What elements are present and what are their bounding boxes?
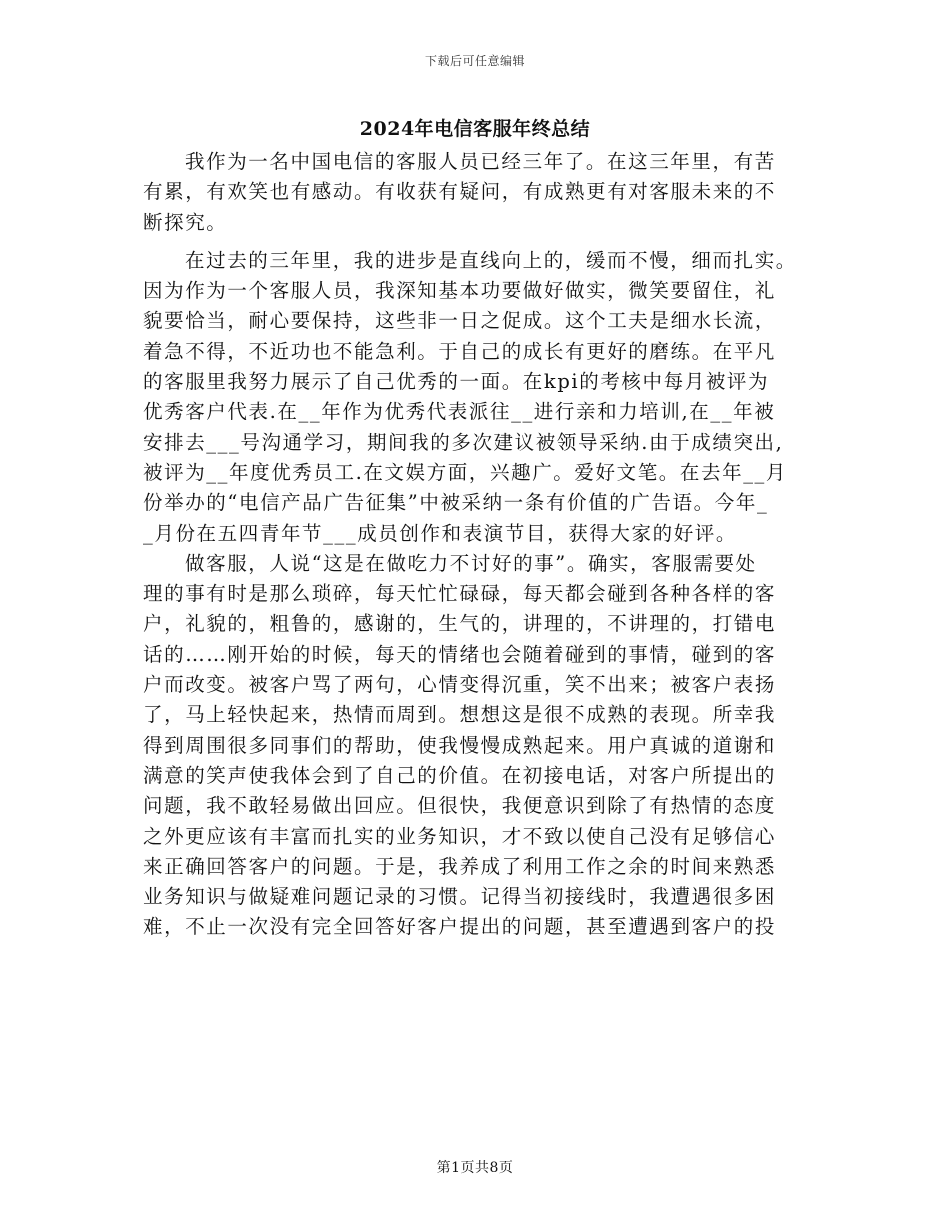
body-line: 之外更应该有丰富而扎实的业务知识，才不致以使自己没有足够信心: [143, 824, 777, 848]
body-line: 断探究。: [143, 210, 228, 234]
body-line: 因为作为一个客服人员，我深知基本功要做好做实，微笑要留住，礼: [143, 279, 777, 303]
body-line: 优秀客户代表.在__年作为优秀代表派往__进行亲和力培训,在__年被: [143, 400, 776, 424]
body-line: 安排去___号沟通学习，期间我的多次建议被领导采纳.由于成绩突出,: [143, 430, 784, 454]
body-line: 我作为一名中国电信的客服人员已经三年了。在这三年里，有苦: [185, 150, 776, 173]
body-line: 份举办的“电信产品广告征集”中被采纳一条有价值的广告语。今年_: [143, 491, 769, 515]
body-line: 话的……刚开始的时候，每天的情绪也会随着碰到的事情，碰到的客: [143, 642, 777, 666]
body-line: 户，礼貌的，粗鲁的，感谢的，生气的，讲理的，不讲理的，打错电: [143, 612, 777, 636]
body-line: 有累，有欢笑也有感动。有收获有疑问，有成熟更有对客服未来的不: [143, 180, 777, 204]
body-line: 业务知识与做疑难问题记录的习惯。记得当初接线时，我遭遇很多困: [143, 885, 777, 909]
body-line: 满意的笑声使我体会到了自己的价值。在初接电话，对客户所提出的: [143, 763, 777, 787]
body-line: 貌要恰当，耐心要保持，这些非一日之促成。这个工夫是细水长流，: [143, 309, 777, 333]
body-line: 在过去的三年里，我的进步是直线向上的，缓而不慢，细而扎实。: [185, 248, 797, 272]
page-number-footer: 第1页共8页: [436, 1160, 514, 1176]
body-line: 做客服，人说“这是在做吃力不讨好的事”。确实，客服需要处: [185, 551, 757, 575]
body-line: 被评为__年度优秀员工.在文娱方面，兴趣广。爱好文笔。在去年__月: [143, 460, 787, 484]
document-body: [143, 147, 809, 943]
body-line: _月份在五四青年节___成员创作和表演节目，获得大家的好评。: [143, 521, 738, 545]
body-line: 得到周围很多同事们的帮助，使我慢慢成熟起来。用户真诚的道谢和: [143, 733, 777, 757]
body-line: 难，不止一次没有完全回答好客户提出的问题，甚至遭遇到客户的投: [143, 915, 777, 939]
body-line: 来正确回答客户的问题。于是，我养成了利用工作之余的时间来熟悉: [143, 854, 777, 878]
body-line: 问题，我不敢轻易做出回应。但很快，我便意识到除了有热情的态度: [143, 794, 777, 818]
document-title: 2024年电信客服年终总结: [359, 118, 591, 140]
body-line: 着急不得，不近功也不能急利。于自己的成长有更好的磨练。在平凡: [143, 339, 777, 363]
body-line: 理的事有时是那么琐碎，每天忙忙碌碌，每天都会碰到各种各样的客: [143, 582, 777, 606]
body-line: 户而改变。被客户骂了两句，心情变得沉重，笑不出来；被客户表扬: [143, 673, 777, 697]
body-line: 的客服里我努力展示了自己优秀的一面。在kpi的考核中每月被评为: [143, 370, 770, 394]
body-line: 了，马上轻快起来，热情而周到。想想这是很不成熟的表现。所幸我: [143, 703, 777, 727]
page-header-note: 下载后可任意编辑: [424, 54, 525, 68]
